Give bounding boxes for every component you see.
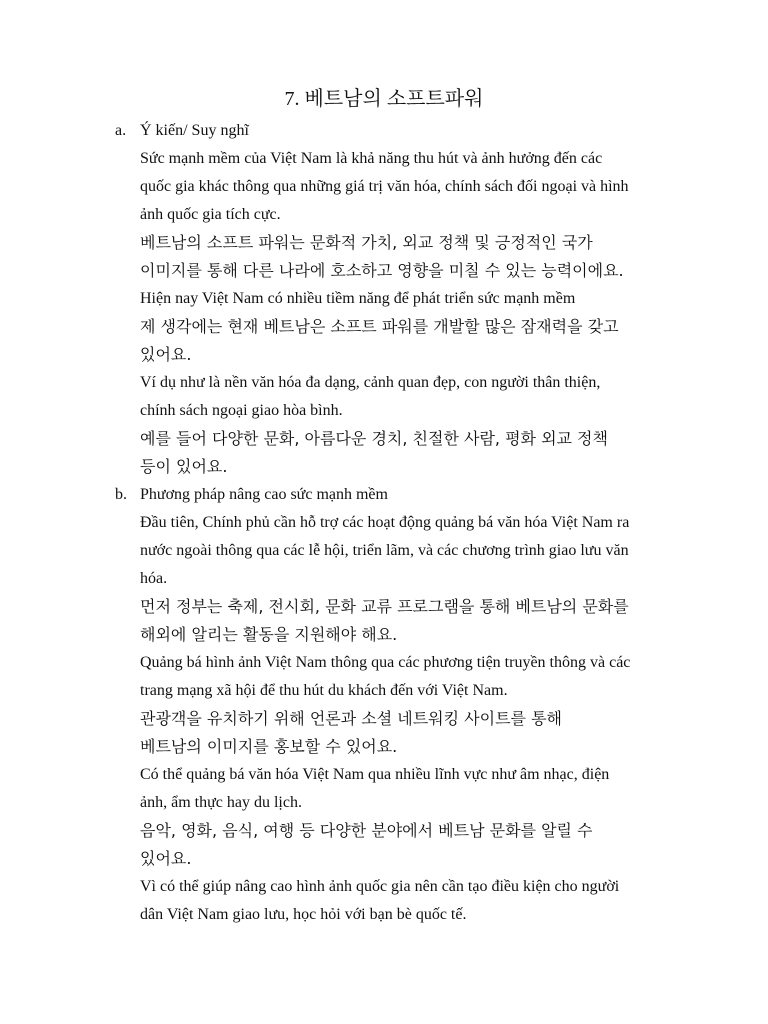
paragraph-line: 베트남의 소프트 파워는 문화적 가치, 외교 정책 및 긍정적인 국가 [140,233,593,252]
paragraph-line: 관광객을 유치하기 위해 언론과 소셜 네트워킹 사이트를 통해 [140,709,563,728]
section-a-marker: a. [115,122,127,139]
paragraph-line: nước ngoài thông qua các lễ hội, triển lãm, và các chương trình giao lưu văn [140,542,629,559]
paragraph-line: chính sách ngoại giao hòa bình. [140,402,343,419]
paragraph-line: Vì có thể giúp nâng cao hình ảnh quốc gia nên cần tạo điều kiện cho người [140,878,620,895]
paragraph-line: Ví dụ như là nền văn hóa đa dạng, cảnh quan đẹp, con người thân thiện, [140,374,601,391]
paragraph-line: hóa. [140,570,168,587]
paragraph-line: Quảng bá hình ảnh Việt Nam thông qua các phương tiện truyền thông và các [140,654,631,671]
paragraph-line: quốc gia khác thông qua những giá trị văn hóa, chính sách đối ngoại và hình [140,178,629,195]
paragraph-line: Sức mạnh mềm của Việt Nam là khả năng thu hút và ảnh hưởng đến các [140,150,603,167]
section-a-heading: Ý kiến/ Suy nghĩ [140,122,249,139]
paragraph-line: Hiện nay Việt Nam có nhiều tiềm năng để phát triển sức mạnh mềm [140,290,576,307]
section-b-body [140,509,680,929]
paragraph-line: Đầu tiên, Chính phủ cần hỗ trợ các hoạt động quảng bá văn hóa Việt Nam ra [140,514,630,531]
section-a-body [140,145,680,481]
paragraph-line: 이미지를 통해 다른 나라에 호소하고 영향을 미칠 수 있는 능력이에요. [140,261,624,280]
paragraph-line: 있어요. [140,849,192,868]
paragraph-line: 해외에 알리는 활동을 지원해야 해요. [140,625,398,644]
paragraph-line: 등이 있어요. [140,457,228,476]
paragraph-line: 먼저 정부는 축제, 전시회, 문화 교류 프로그램을 통해 베트남의 문화를 [140,597,629,616]
paragraph-line: ảnh, ẩm thực hay du lịch. [140,794,302,811]
page-title: 7. 베트남의 소프트파워 [284,88,484,110]
paragraph-line: ảnh quốc gia tích cực. [140,206,281,223]
paragraph-line: 있어요. [140,345,192,364]
paragraph-line: Có thể quảng bá văn hóa Việt Nam qua nhiều lĩnh vực như âm nhạc, điện [140,766,610,783]
paragraph-line: 음악, 영화, 음식, 여행 등 다양한 분야에서 베트남 문화를 알릴 수 [140,821,593,840]
paragraph-line: 예를 들어 다양한 문화, 아름다운 경치, 친절한 사람, 평화 외교 정책 [140,429,608,448]
paragraph-line: trang mạng xã hội để thu hút du khách đến với Việt Nam. [140,682,508,699]
paragraph-line: 제 생각에는 현재 베트남은 소프트 파워를 개발할 많은 잠재력을 갖고 [140,317,619,336]
paragraph-line: 베트남의 이미지를 홍보할 수 있어요. [140,737,398,756]
section-b-marker: b. [115,486,127,503]
section-b-heading: Phương pháp nâng cao sức mạnh mềm [140,486,388,503]
paragraph-line: dân Việt Nam giao lưu, học hỏi với bạn bè quốc tế. [140,906,467,923]
